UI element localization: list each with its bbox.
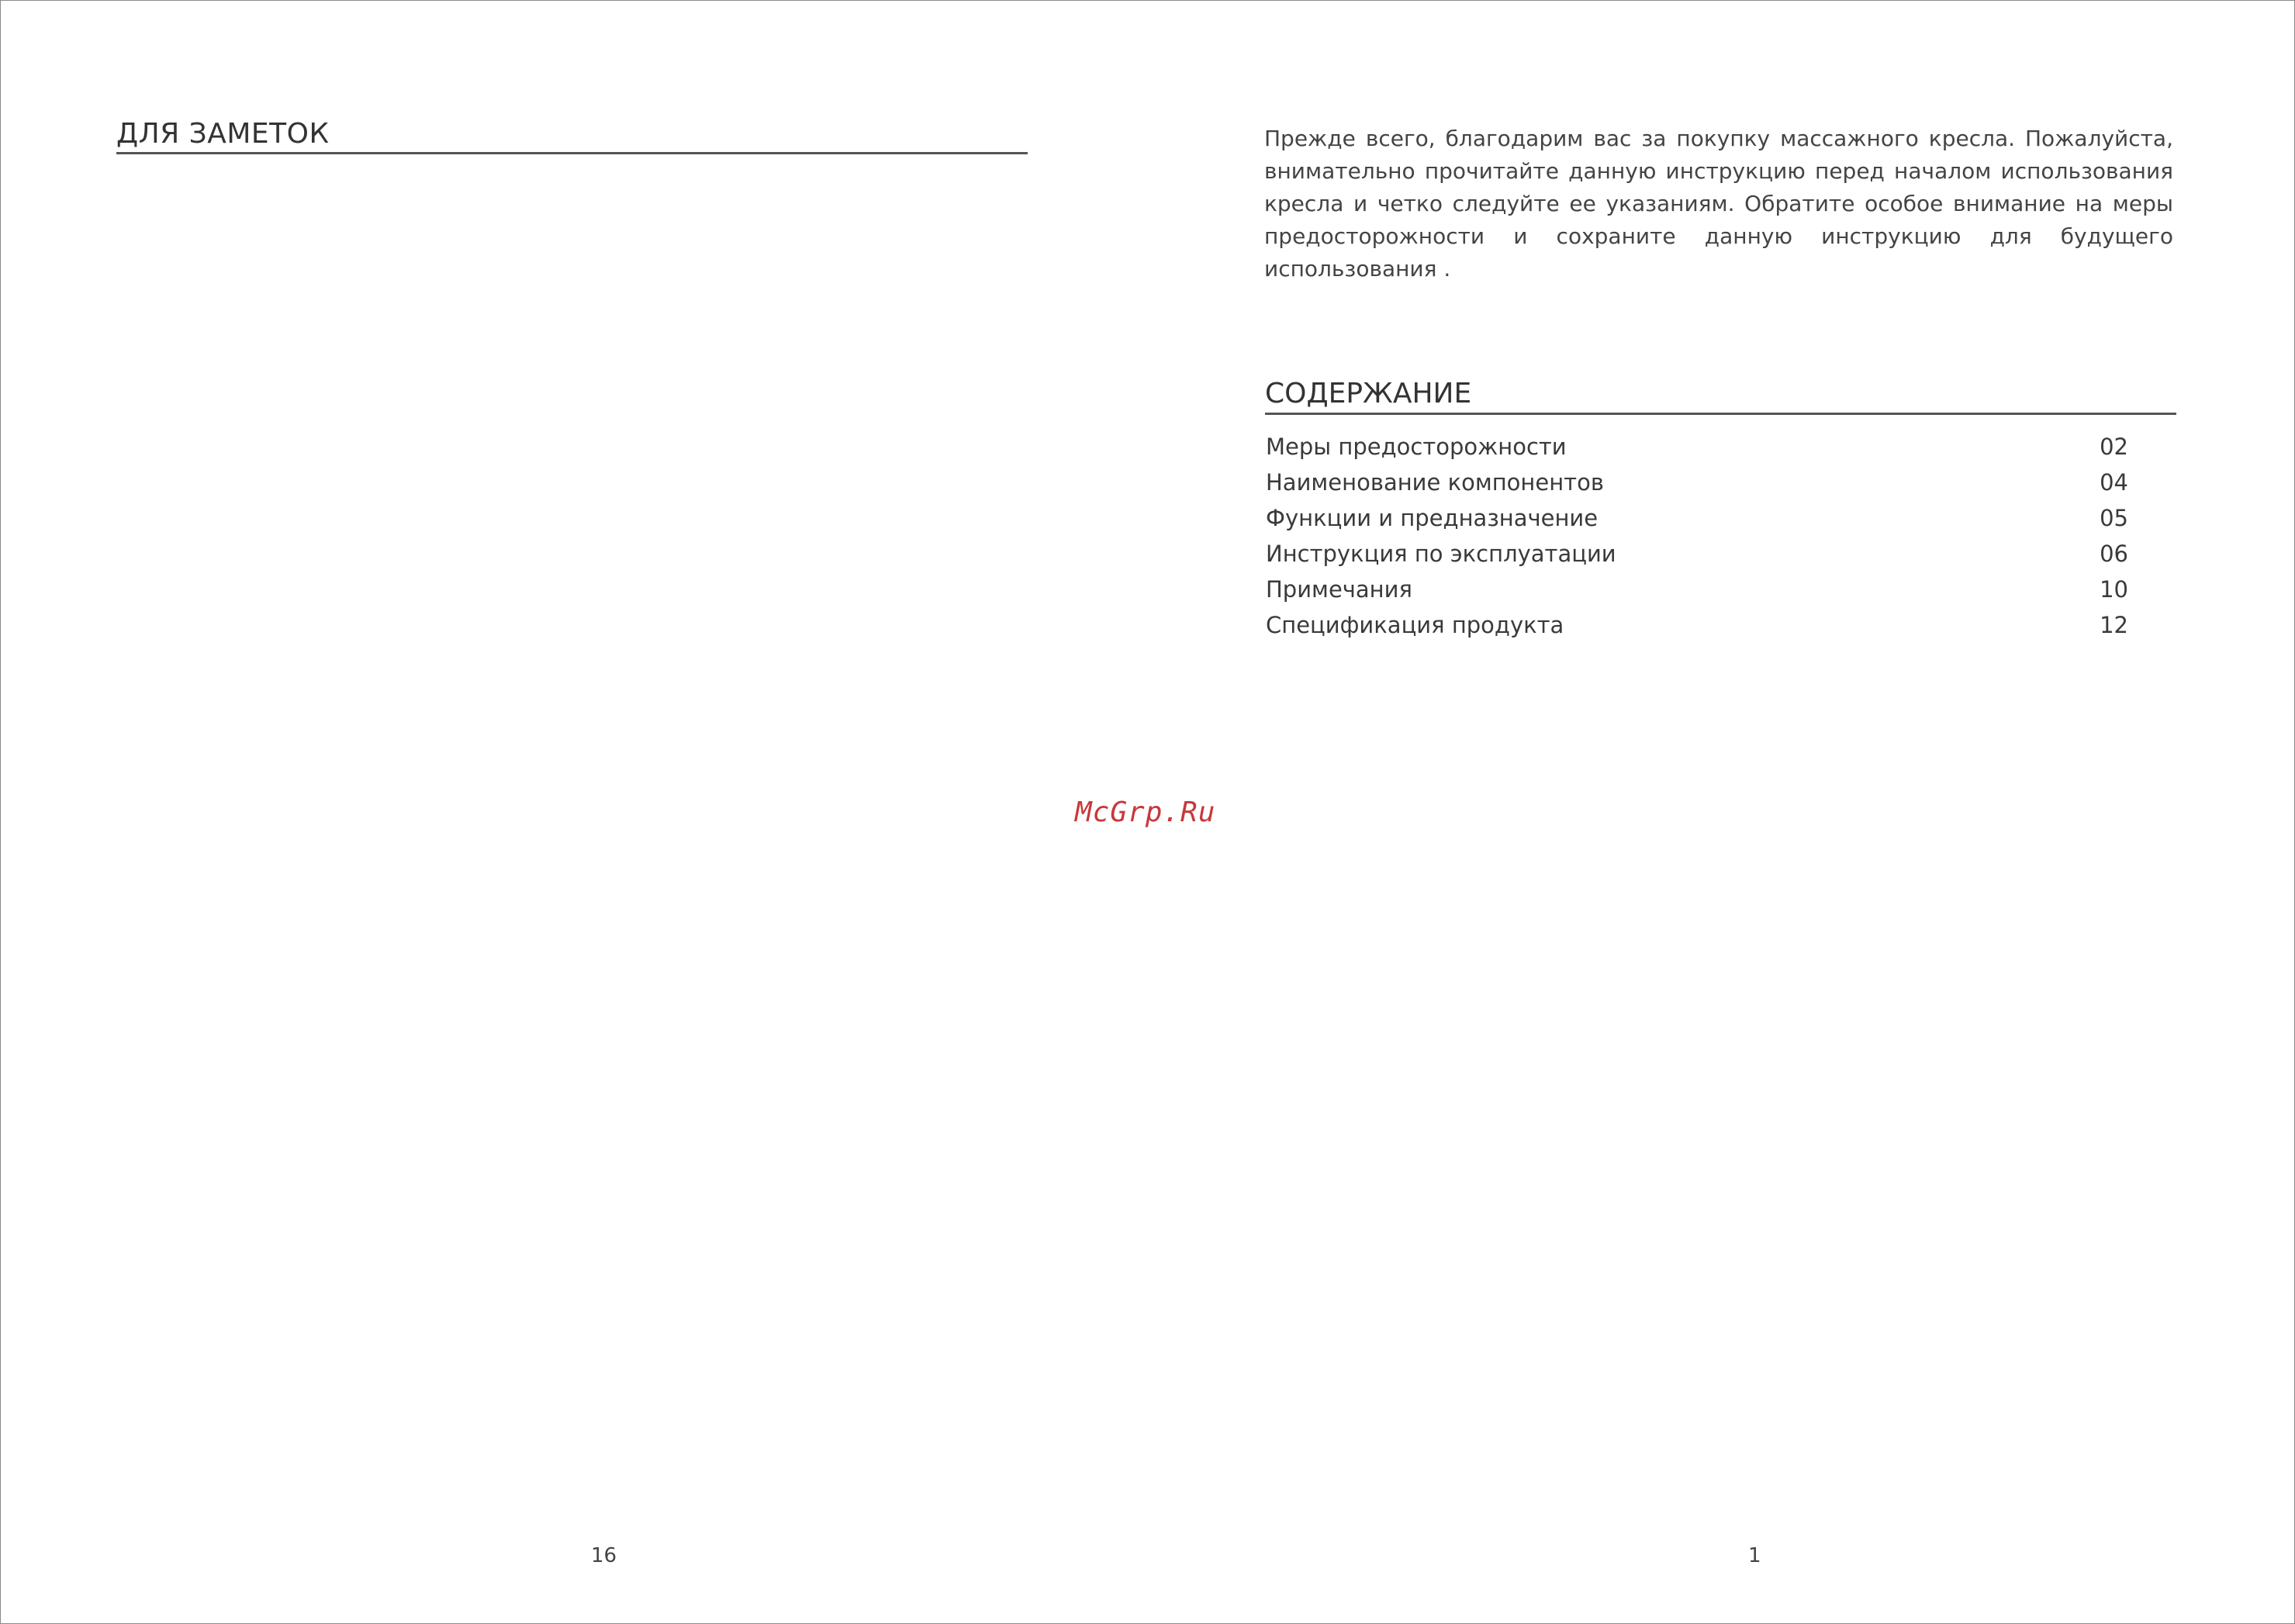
intro-paragraph: Прежде всего, благодарим вас за покупку массажного кресла. Пожалуйста, внимательно прочитайте данную инструкцию перед началом использования кресла и четко следуйте ее указаниям. Обратите особое внимание на меры предосторожности и сохраните данную инструкцию для будущего использования . (1264, 126, 2173, 282)
watermark: McGrp.Ru (1075, 796, 1216, 828)
toc-item-page: 02 (2100, 434, 2128, 460)
toc-item (1266, 465, 2128, 500)
toc-item-label: Меры предосторожности (1266, 434, 1567, 460)
toc-item-label: Спецификация продукта (1266, 612, 1564, 638)
toc-item-label: Инструкция по эксплуатации (1266, 541, 1616, 567)
toc-item-page: 05 (2100, 505, 2128, 531)
toc-item (1266, 572, 2128, 607)
toc-item-label: Наименование компонентов (1266, 469, 1604, 496)
toc-item (1266, 429, 2128, 465)
left-page-number: 16 (591, 1544, 617, 1567)
toc-item-page: 12 (2100, 612, 2128, 638)
toc-title: СОДЕРЖАНИЕ (1265, 375, 2176, 415)
toc-item-page: 10 (2100, 576, 2128, 603)
notes-title: ДЛЯ ЗАМЕТОК (116, 116, 1028, 154)
toc-item (1266, 500, 2128, 536)
toc-item-page: 06 (2100, 541, 2128, 567)
toc-item-label: Примечания (1266, 576, 1412, 603)
toc-item-label: Функции и предназначение (1266, 505, 1599, 531)
right-page-number: 1 (1748, 1544, 1761, 1567)
toc-item (1266, 536, 2128, 572)
toc-item (1266, 607, 2128, 643)
toc-list (1266, 429, 2128, 643)
toc-item-page: 04 (2100, 469, 2128, 496)
